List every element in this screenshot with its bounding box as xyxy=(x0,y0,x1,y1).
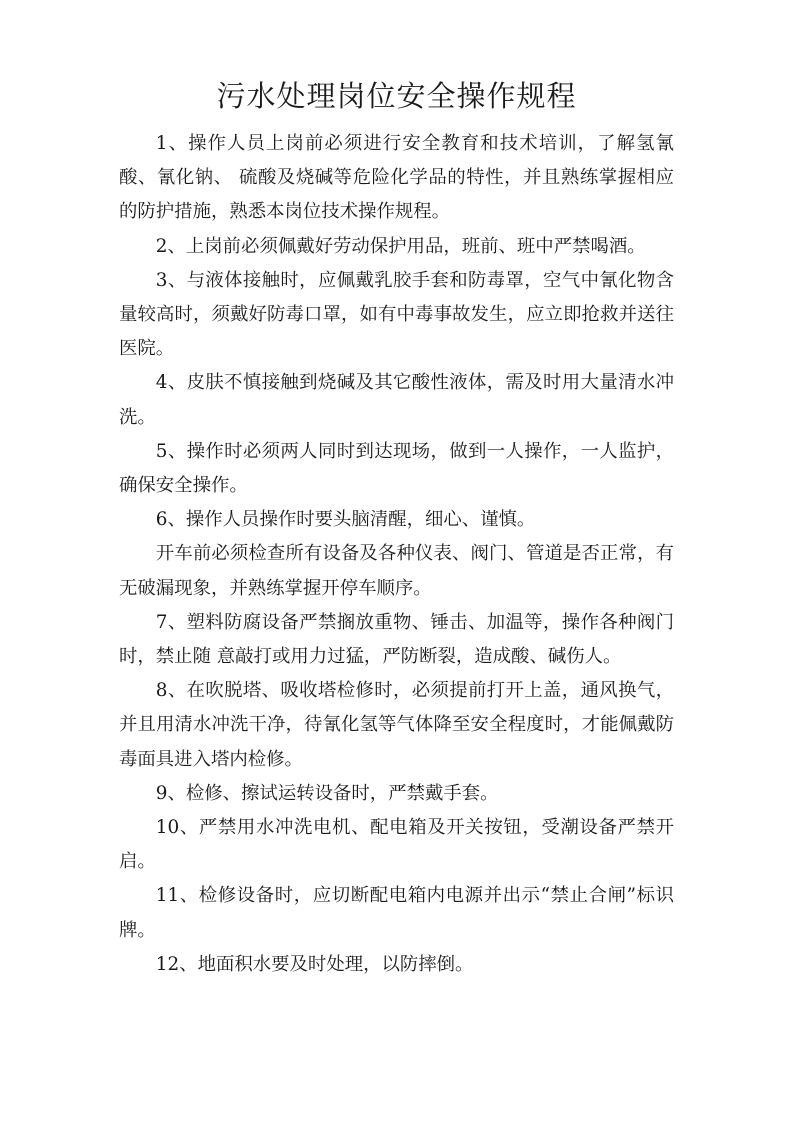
paragraph-rule-11: 11、检修设备时，应切断配电箱内电源并出示“禁止合闸”标识牌。 xyxy=(119,885,674,941)
paragraph-rule-8: 8、在吹脱塔、吸收塔检修时，必须提前打开上盖，通风换气，并且用清水冲洗干净，待氰化氢等气体降至安全程度时，才能佩戴防毒面具进入塔内检修。 xyxy=(119,680,674,770)
paragraph-rule-5: 5、操作时必须两人同时到达现场，做到一人操作，一人监护，确保安全操作。 xyxy=(119,440,674,497)
paragraph-rule-10: 10、严禁用水冲洗电机、配电箱及开关按钮，受潮设备严禁开启。 xyxy=(119,817,674,873)
paragraph-startup-check: 开车前必须检查所有设备及各种仪表、阀门、管道是否正常，有无破漏现象，并熟练掌握开停车顺序。 xyxy=(119,543,674,599)
paragraph-rule-2: 2、上岗前必须佩戴好劳动保护用品，班前、班中严禁喝酒。 xyxy=(155,235,646,257)
paragraph-rule-9: 9、检修、擦试运转设备时，严禁戴手套。 xyxy=(155,782,499,804)
document-body xyxy=(119,127,674,982)
paragraph-rule-4: 4、皮肤不慎接触到烧碱及其它酸性液体，需及时用大量清水冲洗。 xyxy=(119,372,674,428)
paragraph-rule-12: 12、地面积水要及时处理，以防摔倒。 xyxy=(155,953,474,975)
paragraph-rule-6: 6、操作人员操作时要头脑清醒，细心、谨慎。 xyxy=(155,509,536,531)
paragraph-rule-7: 7、塑料防腐设备严禁搁放重物、锤击、加温等，操作各种阀门时，禁止随 意敲打或用力过猛，严防断裂，造成酸、碱伤人。 xyxy=(119,611,674,668)
paragraph-rule-3: 3、与液体接触时，应佩戴乳胶手套和防毒罩，空气中氰化物含量较高时，须戴好防毒口罩，如有中毒事故发生，应立即抢救并送往医院。 xyxy=(119,269,674,360)
document-title: 污水处理岗位安全操作规程 xyxy=(216,79,577,113)
paragraph-rule-1: 1、操作人员上岗前必须进行安全教育和技术培训，了解氢氰酸、氰化钠、 硫酸及烧碱等危险化学品的特性，并且熟练掌握相应的防护措施，熟悉本岗位技术操作规程。 xyxy=(119,133,674,223)
